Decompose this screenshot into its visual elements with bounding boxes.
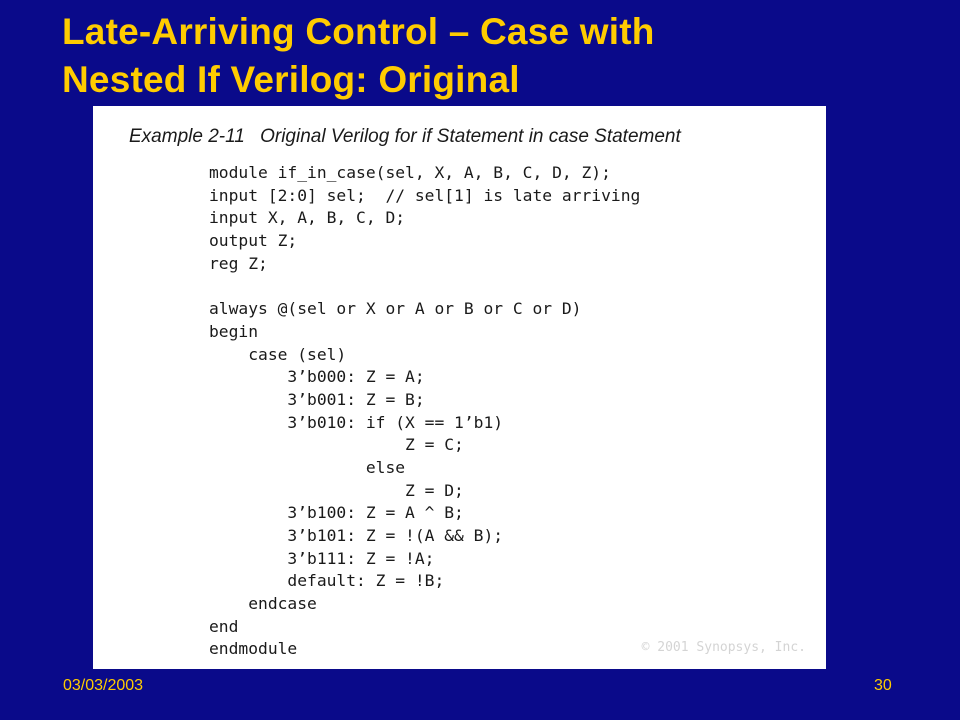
code-line-12: 3’b010: if (X == 1’b1) [209, 412, 504, 432]
slide-title [62, 8, 942, 104]
code-line-21: end [209, 616, 239, 636]
code-line-4: output Z; [209, 231, 298, 251]
code-line-10: 3’b000: Z = A; [209, 367, 425, 387]
slide-title-line-2: Nested If Verilog: Original [62, 59, 520, 100]
example-caption-text: Original Verilog for if Statement in case Statement [260, 126, 681, 147]
code-figure-panel [93, 106, 826, 669]
code-line-8: begin [209, 321, 259, 341]
copyright-notice: © 2001 Synopsys, Inc. [641, 640, 806, 655]
code-line-2: input [2:0] sel; // sel[1] is late arriving [209, 185, 641, 205]
code-line-19: default: Z = !B; [209, 571, 445, 591]
code-line-18: 3’b111: Z = !A; [209, 548, 435, 568]
code-line-20: endcase [209, 594, 317, 614]
code-line-17: 3’b101: Z = !(A && B); [209, 526, 504, 545]
verilog-code-block [209, 162, 640, 661]
footer-date: 03/03/2003 [63, 677, 144, 694]
code-line-22: endmodule [209, 639, 298, 659]
code-line-5: reg Z; [209, 253, 268, 273]
code-line-7: always @(sel or X or A or B or C or D) [209, 299, 582, 319]
code-line-6 [209, 275, 640, 298]
example-caption-number: Example 2-11 [129, 126, 245, 147]
example-caption [129, 126, 681, 148]
code-line-14: else [209, 457, 406, 477]
code-line-11: 3’b001: Z = B; [209, 389, 425, 409]
code-line-15: Z = D; [209, 480, 464, 500]
code-line-1: module if_in_case(sel, X, A, B, C, D, Z); [209, 163, 611, 182]
code-line-3: input X, A, B, C, D; [209, 208, 406, 228]
code-line-16: 3’b100: Z = A ^ B; [209, 503, 464, 523]
code-line-9: case (sel) [209, 344, 347, 364]
code-line-13: Z = C; [209, 435, 464, 455]
footer-page-number: 30 [874, 677, 892, 694]
slide-title-line-1: Late-Arriving Control – Case with [62, 11, 655, 52]
